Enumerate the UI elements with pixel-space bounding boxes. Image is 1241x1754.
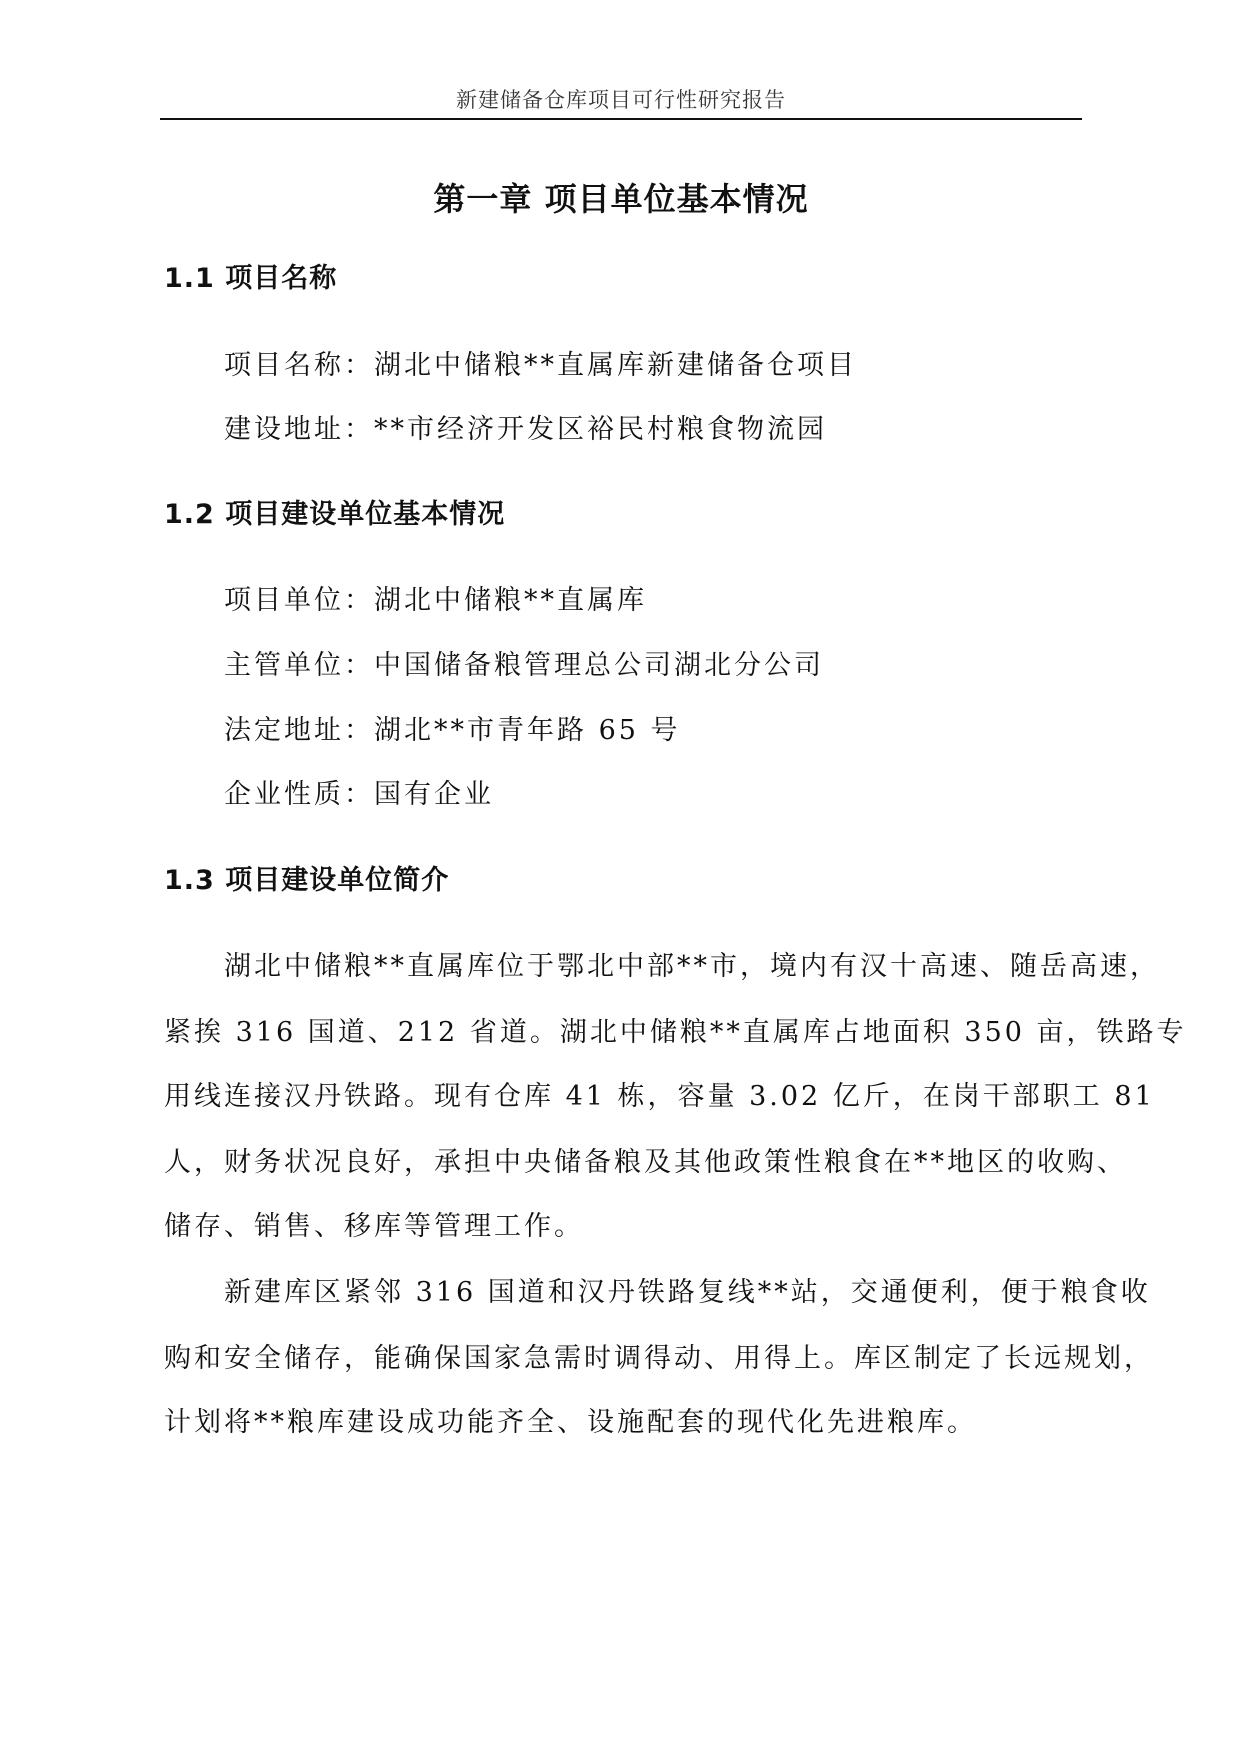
paragraph-1-line-4: 人，财务状况良好，承担中央储备粮及其他政策性粮食在**地区的收购、 [164,1147,1127,1178]
section-heading-1-3: 1.3 项目建设单位简介 [164,865,450,896]
field-enterprise-nature: 企业性质：国有企业 [224,779,494,810]
paragraph-1-line-3: 用线连接汉丹铁路。现有仓库 41 栋，容量 3.02 亿斤，在岗干部职工 81 [164,1081,1155,1112]
header-rule [160,118,1082,120]
paragraph-1-line-1: 湖北中储粮**直属库位于鄂北中部**市，境内有汉十高速、随岳高速， [224,951,1160,982]
section-heading-1-1: 1.1 项目名称 [164,263,338,294]
field-project-name: 项目名称：湖北中储粮**直属库新建储备仓项目 [224,350,857,381]
section-heading-1-2: 1.2 项目建设单位基本情况 [164,499,506,530]
field-supervising-unit: 主管单位：中国储备粮管理总公司湖北分公司 [224,650,824,681]
field-project-unit: 项目单位：湖北中储粮**直属库 [224,585,647,616]
field-legal-address: 法定地址：湖北**市青年路 65 号 [224,715,681,746]
field-construction-address: 建设地址：**市经济开发区裕民村粮食物流园 [224,414,827,445]
paragraph-1-line-5: 储存、销售、移库等管理工作。 [164,1211,584,1242]
chapter-title: 第一章 项目单位基本情况 [433,180,809,218]
paragraph-2-line-2: 购和安全储存，能确保国家急需时调得动、用得上。库区制定了长远规划， [164,1343,1154,1374]
paragraph-2-line-3: 计划将**粮库建设成功能齐全、设施配套的现代化先进粮库。 [164,1407,977,1438]
paragraph-2-line-1: 新建库区紧邻 316 国道和汉丹铁路复线**站，交通便利，便于粮食收 [224,1277,1151,1308]
paragraph-1-line-2: 紧挨 316 国道、212 省道。湖北中储粮**直属库占地面积 350 亩，铁路专 [164,1017,1187,1048]
running-header: 新建储备仓库项目可行性研究报告 [456,88,786,112]
